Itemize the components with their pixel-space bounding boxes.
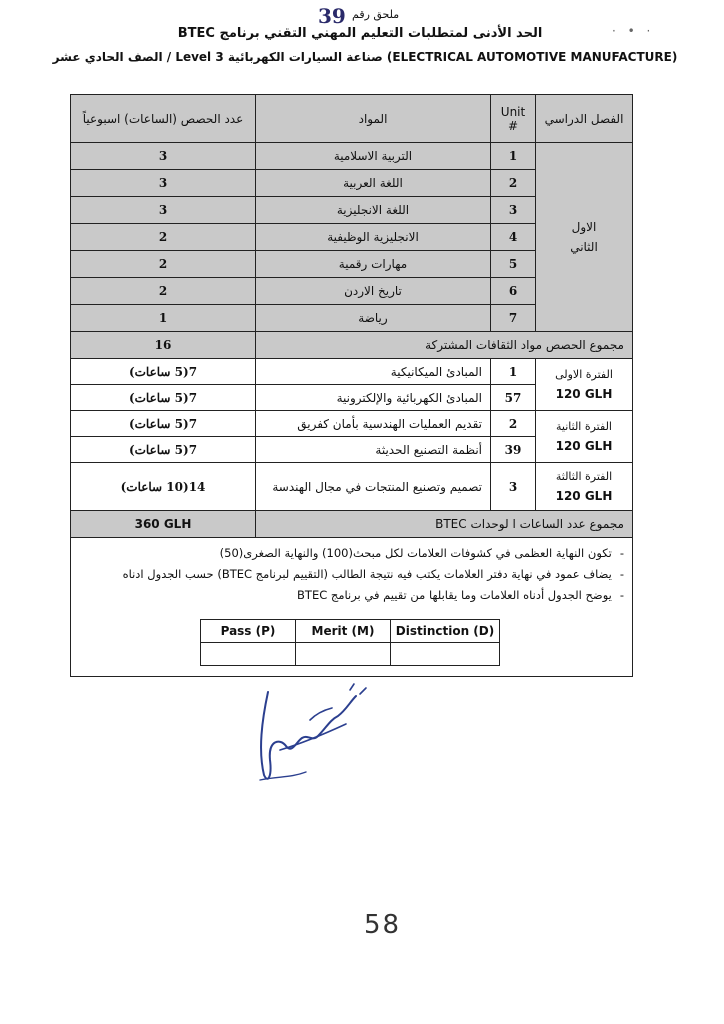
subject-cell: اللغة الانجليزية [256, 197, 491, 224]
notes-cell [71, 538, 633, 677]
common-total-label: مجموع الحصص مواد الثقافات المشتركة [256, 332, 633, 359]
note-item [79, 567, 624, 581]
document-subtitle: (ELECTRICAL AUTOMOTIVE MANUFACTURE) صناعة السيارات الكهربائية Level 3 / الصف الحادي عشر [52, 50, 678, 64]
subject-cell: المبادئ الكهربائية والإلكترونية [256, 385, 491, 411]
subject-cell: رياضة [256, 305, 491, 332]
grade-merit: Merit (M) [296, 620, 391, 643]
note-text: تكون النهاية العظمى في كشوفات العلامات لكل مبحث(100) والنهاية الصغرى(50) [219, 546, 612, 560]
btec-total-hours: 360 GLH [71, 511, 256, 538]
unit-cell: 6 [491, 278, 536, 305]
header-unit [491, 95, 536, 143]
semester-cell [536, 143, 633, 332]
grade-table [200, 619, 500, 666]
grade-merit-value [296, 643, 391, 666]
note-dash: - [619, 567, 624, 581]
semester-second: الثاني [570, 240, 598, 254]
table-header-row [71, 95, 633, 143]
period-cell [536, 463, 633, 511]
grade-empty-row [201, 643, 500, 666]
unit-cell: 3 [491, 463, 536, 511]
period-glh: 120 GLH [555, 387, 613, 401]
notes-row [71, 538, 633, 677]
hours-cell: 2 [71, 251, 256, 278]
unit-cell: 57 [491, 385, 536, 411]
note-text: يوضح الجدول أدناه العلامات وما يقابلها من تقييم في برنامج BTEC [297, 588, 612, 602]
subject-cell: مهارات رقمية [256, 251, 491, 278]
hours-cell: 7(5 ساعات) [71, 437, 256, 463]
unit-cell: 4 [491, 224, 536, 251]
note-dash: - [619, 546, 624, 560]
unit-cell: 1 [491, 359, 536, 385]
hours-cell: 2 [71, 224, 256, 251]
hours-cell: 7(5 ساعات) [71, 411, 256, 437]
page-number: 58 [364, 910, 402, 940]
unit-cell: 39 [491, 437, 536, 463]
hours-cell: 3 [71, 143, 256, 170]
grade-distinction-value [391, 643, 500, 666]
hours-cell: 14(10 ساعات) [71, 463, 256, 511]
unit-cell: 2 [491, 170, 536, 197]
hours-cell: 3 [71, 197, 256, 224]
note-item [79, 546, 624, 560]
header-unit-label: Unit [500, 104, 526, 119]
grade-pass: Pass (P) [201, 620, 296, 643]
period-cell [536, 411, 633, 463]
hours-cell: 1 [71, 305, 256, 332]
unit-cell: 3 [491, 197, 536, 224]
period-name: الفترة الاولى [555, 368, 613, 381]
period-name: الفترة الثالثة [555, 470, 613, 483]
subject-cell: أنظمة التصنيع الحديثة [256, 437, 491, 463]
hours-cell: 3 [71, 170, 256, 197]
hours-cell: 7(5 ساعات) [71, 359, 256, 385]
subject-cell: اللغة العربية [256, 170, 491, 197]
unit-cell: 1 [491, 143, 536, 170]
table-row [71, 143, 633, 170]
table-row [71, 411, 633, 437]
annex-number: 39 [318, 4, 346, 28]
subject-cell: الانجليزية الوظيفية [256, 224, 491, 251]
semester-first: الاول [571, 220, 597, 234]
common-total-row [71, 332, 633, 359]
document-title: الحد الأدنى لمتطلبات التعليم المهني التقني برنامج BTEC [177, 26, 543, 41]
btec-total-label: مجموع عدد الساعات ا لوحدات BTEC [256, 511, 633, 538]
header-unit-hash: # [507, 118, 519, 133]
header-semester: الفصل الدراسي [536, 95, 633, 143]
table-row [71, 463, 633, 511]
table-row [71, 359, 633, 385]
hours-cell: 7(5 ساعات) [71, 385, 256, 411]
grade-distinction: Distinction (D) [391, 620, 500, 643]
grade-header-row [201, 620, 500, 643]
unit-cell: 5 [491, 251, 536, 278]
scan-marks: · • · [612, 24, 655, 38]
period-glh: 120 GLH [555, 489, 613, 503]
common-total-hours: 16 [71, 332, 256, 359]
subject-cell: التربية الاسلامية [256, 143, 491, 170]
handwritten-signature [250, 680, 390, 790]
period-glh: 120 GLH [555, 439, 613, 453]
subject-cell: المبادئ الميكانيكية [256, 359, 491, 385]
hours-cell: 2 [71, 278, 256, 305]
grade-pass-value [201, 643, 296, 666]
note-text: يضاف عمود في نهاية دفتر العلامات يكتب فيه نتيجة الطالب (التقييم لبرنامج BTEC) حسب الجدول ادناه [122, 567, 612, 581]
note-item [79, 588, 624, 602]
subject-cell: تصميم وتصنيع المنتجات في مجال الهندسة [256, 463, 491, 511]
header-subjects: المواد [256, 95, 491, 143]
subject-cell: تقديم العمليات الهندسية بأمان كفريق [256, 411, 491, 437]
curriculum-table [70, 94, 633, 677]
annex-label: ملحق رقم [352, 8, 400, 21]
period-cell [536, 359, 633, 411]
unit-cell: 2 [491, 411, 536, 437]
unit-cell: 7 [491, 305, 536, 332]
subject-cell: تاريخ الاردن [256, 278, 491, 305]
header-hours: عدد الحصص (الساعات) اسبوعياً [71, 95, 256, 143]
btec-total-row [71, 511, 633, 538]
period-name: الفترة الثانية [556, 420, 612, 433]
note-dash: - [619, 588, 624, 602]
